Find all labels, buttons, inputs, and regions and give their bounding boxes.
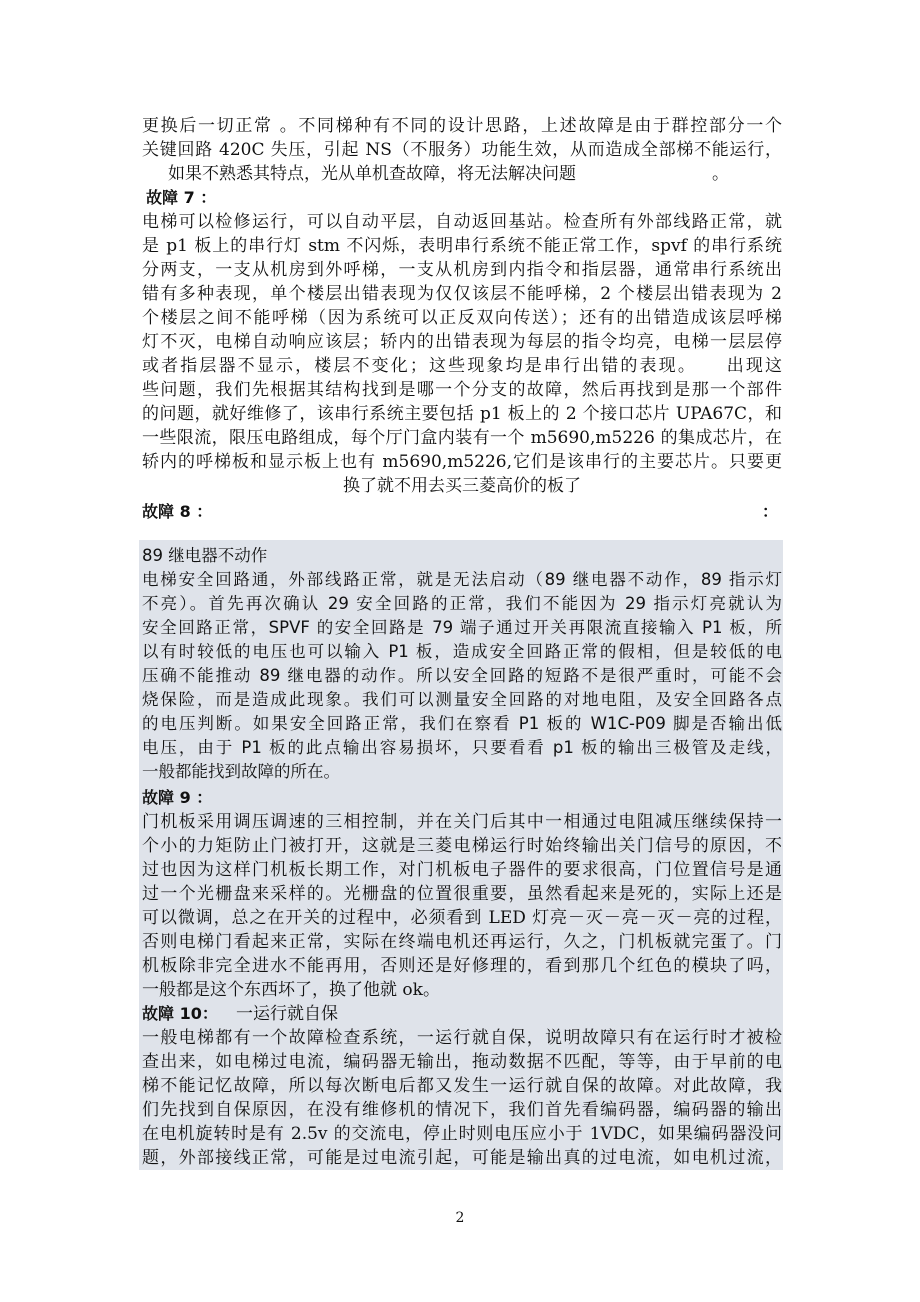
fault8-heading: 故障 8 ：: [142, 502, 213, 521]
fault10-line: 题，外部接线正常，可能是过电流引起，可能是输出真的过电流，如电机过流，: [142, 1148, 782, 1168]
fault8-line: 烧保险，而是造成此现象。我们可以测量安全回路的对地电阻，及安全回路各点: [142, 690, 782, 709]
fault9-line: 门机板采用调压调速的三相控制，并在关门后其中一相通过电阻减压继续保持一: [142, 812, 782, 832]
fault9-line: 否则电梯门看起来正常，实际在终端电机还再运行，久之，门机板就完蛋了。门: [142, 932, 782, 952]
fault9-line: 一般都是这个东西坏了，换了他就 ok。: [142, 980, 440, 1000]
page-number: 2: [455, 1210, 465, 1226]
fault7-line: 个楼层之间不能呼梯（因为系统可以正反双向传送）；还有的出错造成该层呼梯: [142, 308, 782, 328]
fault7-line: 换了就不用去买三菱高价的板了: [343, 476, 581, 496]
intro-line: 更换后一切正常 。不同梯种有不同的设计思路，上述故障是由于群控部分一个: [142, 116, 782, 136]
fault7-line: 电梯可以检修运行，可以自动平层，自动返回基站。检查所有外部线路正常，就: [142, 212, 782, 232]
fault7-line: 一些限流，限压电路组成，每个厅门盒内装有一个 m5690,m5226 的集成芯片，在: [142, 428, 782, 448]
fault9-heading: 故障 9 ：: [142, 788, 213, 807]
fault9-line: 过一个光栅盘来采样的。光栅盘的位置很重要，虽然看起来是死的，实际上还是: [142, 884, 782, 904]
fault8-line: 以有时较低的电压也可以输入 P1 板，造成安全回路正常的假相，但是较低的电: [142, 642, 782, 661]
fault10-line: 在电机旋转时是有 2.5v 的交流电，停止时则电压应小于 1VDC，如果编码器没问: [142, 1124, 782, 1144]
fault7-line: 是 p1 板上的串行灯 stm 不闪烁，表明串行系统不能正常工作，spvf 的串行系统: [142, 236, 782, 256]
intro-line: 如果不熟悉其特点，光从单机查故障，将无法解决问题 。: [168, 164, 729, 184]
fault8-line: 电压，由于 P1 板的此点输出容易损坏，只要看看 p1 板的输出三极管及走线，: [142, 738, 782, 757]
intro-line: 关键回路 420C 失压，引起 NS（不服务）功能生效，从而造成全部梯不能运行，: [142, 140, 782, 160]
fault7-line: 轿内的呼梯板和显示板上也有 m5690,m5226,它们是该串行的主要芯片。只要更: [142, 452, 782, 472]
fault10-line: 一般电梯都有一个故障检查系统，一运行就自保，说明故障只有在运行时才被检: [142, 1028, 782, 1048]
fault9-line: 个小的力矩防止门被打开，这就是三菱电梯运行时始终输出关门信号的原因，不: [142, 836, 782, 856]
fault9-line: 机板除非完全进水不能再用，否则还是好修理的，看到那几个红色的模块了吗，: [142, 956, 782, 976]
fault9-line: 可以微调，总之在开关的过程中，必须看到 LED 灯亮－灭－亮－灭－亮的过程，: [142, 908, 782, 928]
fault7-line: 灯不灭，电梯自动响应该层；轿内的出错表现为每层的指令均亮，电梯一层层停: [142, 332, 782, 352]
fault7-line: 分两支，一支从机房到外呼梯，一支从机房到内指令和指层器，通常串行系统出: [142, 260, 782, 280]
fault10-line: 们先找到自保原因，在没有维修机的情况下，我们首先看编码器，编码器的输出: [142, 1100, 782, 1120]
fault8-line: 电梯安全回路通，外部线路正常，就是无法启动（89 继电器不动作，89 指示灯: [142, 570, 782, 589]
fault7-line: 错有多种表现，单个楼层出错表现为仅仅该层不能呼梯，2 个楼层出错表现为 2: [142, 284, 782, 304]
fault9-line: 过也因为这样门机板长期工作，对门机板电子器件的要求很高，门位置信号是通: [142, 860, 782, 880]
fault8-line: 的电压判断。如果安全回路正常，我们在察看 P1 板的 W1C-P09 脚是否输出低: [142, 714, 782, 733]
fault8-line: 一般都能找到故障的所在。: [142, 762, 340, 781]
fault8-line: 不亮）。首先再次确认 29 安全回路的正常，我们不能因为 29 指示灯亮就认为: [142, 594, 782, 613]
fault8-line: 安全回路正常，SPVF 的安全回路是 79 端子通过开关再限流直接输入 P1 板，所: [142, 618, 782, 637]
fault8-subtitle: 89 继电器不动作: [142, 546, 268, 565]
fault10-line: 梯不能记忆故障，所以每次断电后都又发生一运行就自保的故障。对此故障，我: [142, 1076, 782, 1096]
fault7-line: 的问题，就好维修了，该串行系统主要包括 p1 板上的 2 个接口芯片 UPA67C，和: [142, 404, 782, 424]
fault8-line: 压确不能推动 89 继电器的动作。所以安全回路的短路不是很严重时，可能不会: [142, 666, 782, 685]
fault8-heading-tail: ：: [762, 502, 779, 521]
fault7-heading: 故障 7 ：: [146, 188, 217, 207]
fault10-line: 查出来，如电梯过电流，编码器无输出，拖动数据不匹配，等等，由于早前的电: [142, 1052, 782, 1072]
fault7-line: 些问题，我们先根据其结构找到是哪一个分支的故障，然后再找到是那一个部件: [142, 380, 782, 400]
fault10-heading: 故障 10：: [142, 1004, 218, 1023]
fault10-subtitle: 一运行就自保: [236, 1004, 338, 1024]
fault7-line: 或者指层器不显示，楼层不变化；这些现象均是串行出错的表现。 出现这: [142, 356, 782, 376]
